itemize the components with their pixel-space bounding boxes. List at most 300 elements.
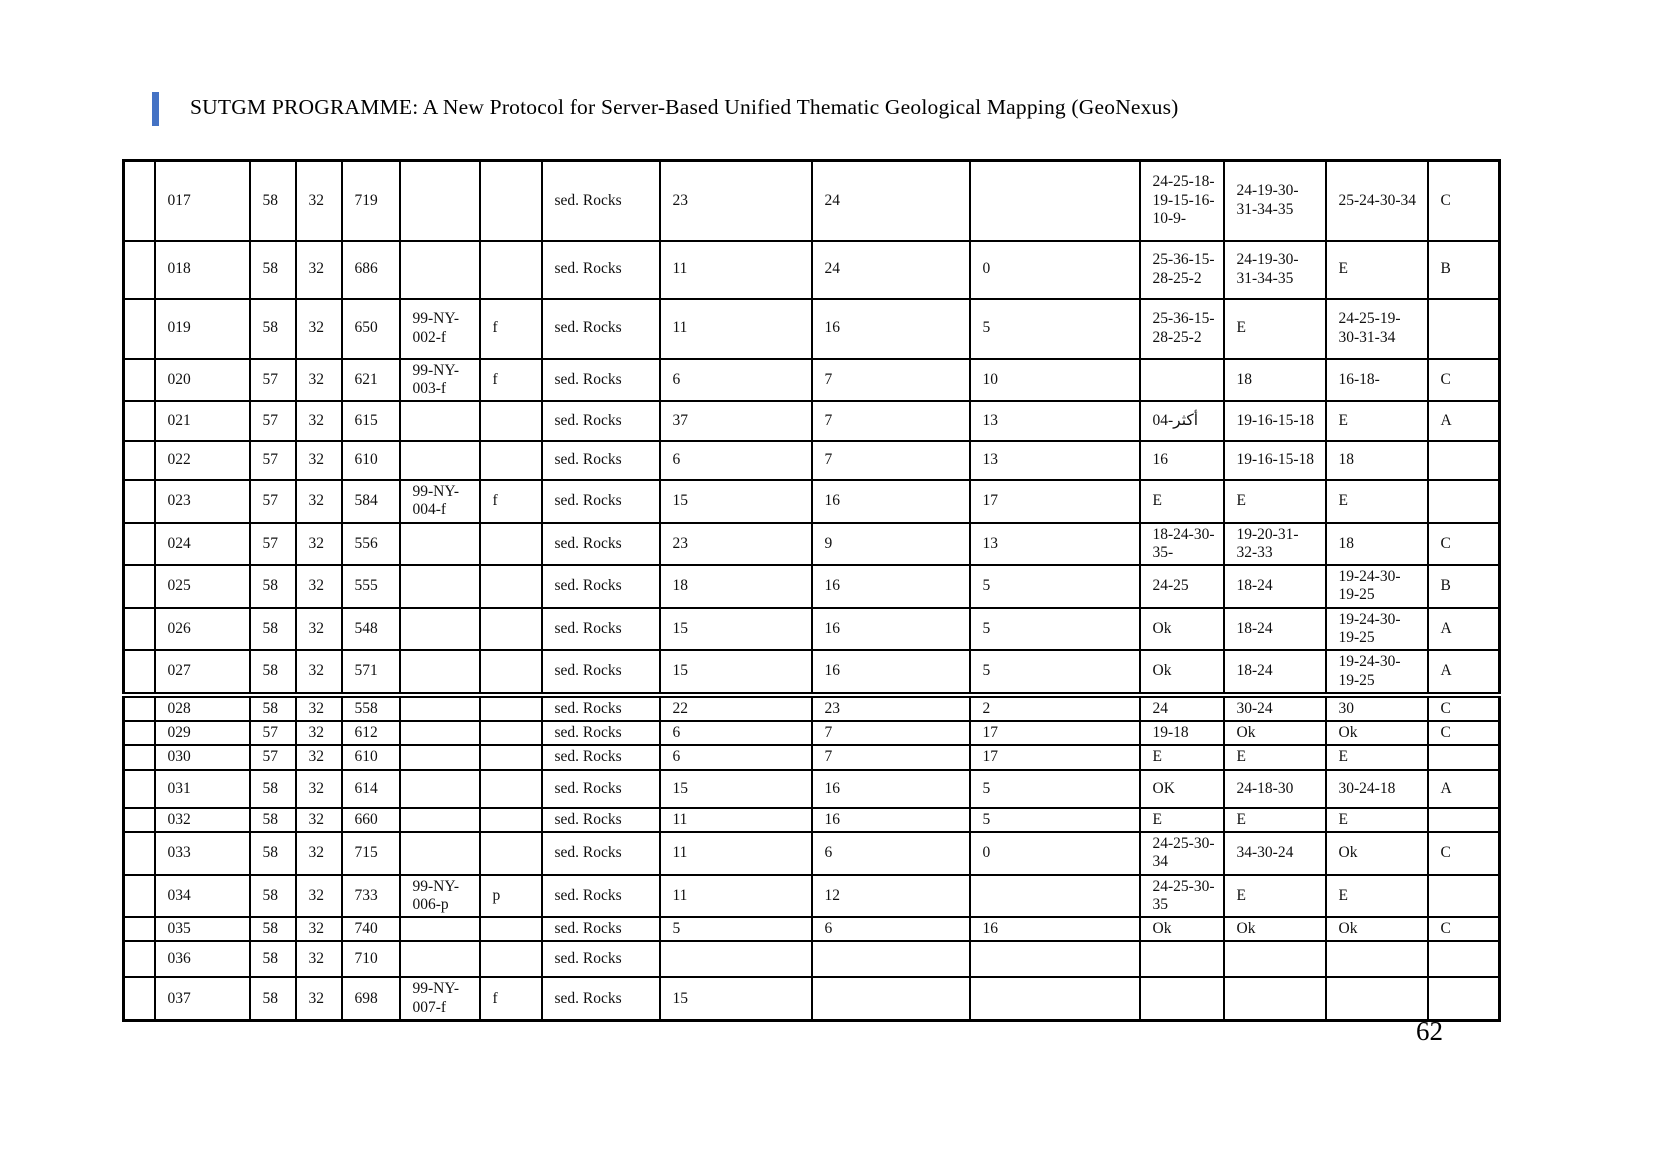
table-cell: f — [480, 299, 542, 359]
table-cell: p — [480, 875, 542, 918]
table-cell: 11 — [660, 808, 812, 832]
table-row — [124, 523, 1500, 566]
table-cell: 17 — [970, 745, 1140, 769]
table-cell: E — [1140, 480, 1224, 523]
table-cell: 32 — [296, 875, 342, 918]
table-cell: 0 — [970, 832, 1140, 875]
table-cell: E — [1326, 480, 1428, 523]
table-cell: 15 — [660, 608, 812, 651]
table-cell — [1428, 745, 1500, 769]
table-cell: 13 — [970, 523, 1140, 566]
table-cell — [400, 441, 480, 480]
table-row — [124, 808, 1500, 832]
table-cell: 2 — [970, 695, 1140, 721]
table-cell — [1140, 977, 1224, 1020]
table-row — [124, 832, 1500, 875]
table-cell: 037 — [155, 977, 250, 1020]
table-cell: 24-19-30-31-34-35 — [1224, 241, 1326, 299]
table-cell: Ok — [1326, 917, 1428, 941]
table-cell: 026 — [155, 608, 250, 651]
table-cell: 733 — [342, 875, 400, 918]
table-cell — [812, 941, 970, 977]
table-cell: 18 — [1326, 523, 1428, 566]
table-cell: sed. Rocks — [542, 523, 660, 566]
table-cell: 6 — [660, 359, 812, 402]
table-cell: 32 — [296, 832, 342, 875]
table-cell: 033 — [155, 832, 250, 875]
table-cell: 24-25-30-34 — [1140, 832, 1224, 875]
table-cell: C — [1428, 523, 1500, 566]
table-cell: 6 — [812, 917, 970, 941]
table-cell: 58 — [250, 608, 296, 651]
table-row — [124, 770, 1500, 808]
table-cell: 16 — [812, 299, 970, 359]
table-cell — [480, 161, 542, 241]
table-cell — [400, 241, 480, 299]
table-cell: 19-16-15-18 — [1224, 441, 1326, 480]
table-cell: 029 — [155, 721, 250, 745]
table-cell: 24 — [812, 161, 970, 241]
table-cell: 25-24-30-34 — [1326, 161, 1428, 241]
table-cell: 99-NY-007-f — [400, 977, 480, 1020]
table-cell — [124, 808, 155, 832]
table-row — [124, 161, 1500, 241]
page-number: 62 — [1416, 1016, 1443, 1046]
table-cell: 036 — [155, 941, 250, 977]
table-cell: sed. Rocks — [542, 441, 660, 480]
table-cell: 19-24-30-19-25 — [1326, 608, 1428, 651]
table-cell: 18-24-30-35- — [1140, 523, 1224, 566]
table-cell: sed. Rocks — [542, 721, 660, 745]
table-cell: 027 — [155, 650, 250, 695]
table-row — [124, 565, 1500, 608]
table-cell: 556 — [342, 523, 400, 566]
table-cell: 028 — [155, 695, 250, 721]
table-cell: E — [1140, 745, 1224, 769]
table-row — [124, 650, 1500, 695]
table-cell: 30-24 — [1224, 695, 1326, 721]
table-cell: sed. Rocks — [542, 650, 660, 695]
table-cell: 58 — [250, 941, 296, 977]
table-cell: 719 — [342, 161, 400, 241]
table-cell — [1428, 808, 1500, 832]
table-cell: 57 — [250, 745, 296, 769]
table-cell: C — [1428, 161, 1500, 241]
table-cell — [480, 832, 542, 875]
table-cell: E — [1326, 241, 1428, 299]
table-cell — [124, 977, 155, 1020]
table-cell: 25-36-15-28-25-2 — [1140, 241, 1224, 299]
table-cell: 32 — [296, 480, 342, 523]
table-cell: 99-NY-006-p — [400, 875, 480, 918]
table-cell: 16 — [812, 565, 970, 608]
table-cell: 650 — [342, 299, 400, 359]
table-row — [124, 745, 1500, 769]
data-table-body — [124, 161, 1500, 1021]
table-cell: 017 — [155, 161, 250, 241]
table-cell: 32 — [296, 523, 342, 566]
table-cell: 58 — [250, 161, 296, 241]
table-cell: 24-25-30-35 — [1140, 875, 1224, 918]
table-cell: 17 — [970, 721, 1140, 745]
table-cell: 12 — [812, 875, 970, 918]
table-cell — [480, 745, 542, 769]
table-cell — [400, 401, 480, 441]
table-cell: 030 — [155, 745, 250, 769]
table-cell: 99-NY-003-f — [400, 359, 480, 402]
table-cell: 58 — [250, 770, 296, 808]
table-cell — [480, 770, 542, 808]
table-cell: E — [1224, 299, 1326, 359]
data-table — [122, 159, 1501, 1022]
table-cell: 57 — [250, 441, 296, 480]
table-cell: 16-18- — [1326, 359, 1428, 402]
table-cell: 58 — [250, 832, 296, 875]
table-cell: 5 — [970, 650, 1140, 695]
table-cell: 22 — [660, 695, 812, 721]
table-cell: 19-18 — [1140, 721, 1224, 745]
table-cell: sed. Rocks — [542, 875, 660, 918]
table-cell: C — [1428, 721, 1500, 745]
table-cell: sed. Rocks — [542, 808, 660, 832]
table-cell: 548 — [342, 608, 400, 651]
table-row — [124, 299, 1500, 359]
table-cell: sed. Rocks — [542, 941, 660, 977]
table-cell: E — [1224, 808, 1326, 832]
table-cell: 032 — [155, 808, 250, 832]
table-cell: C — [1428, 832, 1500, 875]
table-cell: 715 — [342, 832, 400, 875]
table-cell: 6 — [660, 441, 812, 480]
table-cell — [660, 941, 812, 977]
table-cell: 035 — [155, 917, 250, 941]
table-cell: 710 — [342, 941, 400, 977]
table-cell: 571 — [342, 650, 400, 695]
table-cell — [400, 721, 480, 745]
table-cell: 7 — [812, 359, 970, 402]
table-cell — [970, 875, 1140, 918]
table-cell: 58 — [250, 565, 296, 608]
table-cell: Ok — [1326, 721, 1428, 745]
table-cell: 13 — [970, 401, 1140, 441]
table-cell: 16 — [812, 808, 970, 832]
table-cell — [400, 808, 480, 832]
table-cell — [124, 608, 155, 651]
table-cell: C — [1428, 359, 1500, 402]
table-cell — [124, 523, 155, 566]
table-cell — [970, 941, 1140, 977]
table-cell: E — [1224, 875, 1326, 918]
table-cell: 5 — [970, 299, 1140, 359]
table-cell: 7 — [812, 721, 970, 745]
table-cell — [124, 565, 155, 608]
table-cell: 57 — [250, 359, 296, 402]
table-cell — [124, 770, 155, 808]
table-cell: 32 — [296, 745, 342, 769]
table-cell — [1428, 441, 1500, 480]
table-cell: 32 — [296, 161, 342, 241]
table-cell: 660 — [342, 808, 400, 832]
table-cell: 57 — [250, 401, 296, 441]
table-cell — [124, 359, 155, 402]
table-cell: Ok — [1140, 917, 1224, 941]
table-cell: sed. Rocks — [542, 401, 660, 441]
table-cell: 584 — [342, 480, 400, 523]
table-cell: 24 — [1140, 695, 1224, 721]
table-cell: 32 — [296, 650, 342, 695]
table-cell — [480, 917, 542, 941]
table-cell: 5 — [970, 565, 1140, 608]
table-row — [124, 917, 1500, 941]
table-cell — [1140, 941, 1224, 977]
table-cell: 18-24 — [1224, 608, 1326, 651]
table-cell: A — [1428, 401, 1500, 441]
table-cell: Ok — [1326, 832, 1428, 875]
table-cell — [1428, 480, 1500, 523]
table-cell: 018 — [155, 241, 250, 299]
table-cell: أكثر-04 — [1140, 401, 1224, 441]
table-cell: E — [1224, 745, 1326, 769]
table-cell — [400, 608, 480, 651]
table-cell: 32 — [296, 299, 342, 359]
table-cell: 610 — [342, 745, 400, 769]
table-cell: 32 — [296, 941, 342, 977]
table-cell: 24-25-18-19-15-16-10-9- — [1140, 161, 1224, 241]
table-cell: 16 — [812, 480, 970, 523]
table-cell — [124, 241, 155, 299]
table-cell: Ok — [1140, 608, 1224, 651]
table-cell: 7 — [812, 745, 970, 769]
table-cell — [812, 977, 970, 1020]
table-cell: sed. Rocks — [542, 770, 660, 808]
table-cell: 58 — [250, 808, 296, 832]
table-cell: A — [1428, 650, 1500, 695]
table-cell: sed. Rocks — [542, 917, 660, 941]
table-cell: sed. Rocks — [542, 695, 660, 721]
table-cell: Ok — [1224, 917, 1326, 941]
table-cell: 34-30-24 — [1224, 832, 1326, 875]
table-cell: 57 — [250, 721, 296, 745]
table-cell — [124, 875, 155, 918]
page-title: SUTGM PROGRAMME: A New Protocol for Server-Based Unified Thematic Geological Mapping (GeoNexus) — [190, 95, 1179, 119]
table-cell: 19-20-31-32-33 — [1224, 523, 1326, 566]
table-cell: 020 — [155, 359, 250, 402]
table-cell: 58 — [250, 650, 296, 695]
table-cell: 11 — [660, 299, 812, 359]
table-cell: 58 — [250, 977, 296, 1020]
table-cell: 019 — [155, 299, 250, 359]
table-cell: 24 — [812, 241, 970, 299]
table-cell: sed. Rocks — [542, 832, 660, 875]
table-cell: 0 — [970, 241, 1140, 299]
table-cell — [124, 695, 155, 721]
table-cell: E — [1326, 875, 1428, 918]
table-cell: 16 — [1140, 441, 1224, 480]
table-cell: 19-16-15-18 — [1224, 401, 1326, 441]
table-cell: 32 — [296, 808, 342, 832]
table-cell: 99-NY-004-f — [400, 480, 480, 523]
table-cell: 18 — [1224, 359, 1326, 402]
table-cell: sed. Rocks — [542, 745, 660, 769]
table-cell — [124, 441, 155, 480]
table-cell — [400, 941, 480, 977]
table-cell: sed. Rocks — [542, 565, 660, 608]
table-row — [124, 941, 1500, 977]
table-cell: 18-24 — [1224, 565, 1326, 608]
table-cell — [480, 565, 542, 608]
table-cell: Ok — [1224, 721, 1326, 745]
table-cell: A — [1428, 608, 1500, 651]
table-cell: Ok — [1140, 650, 1224, 695]
table-cell — [970, 161, 1140, 241]
table-cell — [480, 695, 542, 721]
table-cell: 24-18-30 — [1224, 770, 1326, 808]
table-cell: 7 — [812, 441, 970, 480]
table-cell: 740 — [342, 917, 400, 941]
table-cell: 5 — [660, 917, 812, 941]
table-cell — [124, 480, 155, 523]
table-cell: 9 — [812, 523, 970, 566]
table-cell: 024 — [155, 523, 250, 566]
table-cell: E — [1326, 808, 1428, 832]
table-cell: C — [1428, 917, 1500, 941]
table-cell: 612 — [342, 721, 400, 745]
table-cell: sed. Rocks — [542, 299, 660, 359]
table-cell: 6 — [660, 721, 812, 745]
table-cell: 031 — [155, 770, 250, 808]
table-cell: f — [480, 480, 542, 523]
table-cell: 023 — [155, 480, 250, 523]
table-cell: 24-25 — [1140, 565, 1224, 608]
table-cell: 11 — [660, 875, 812, 918]
table-cell: C — [1428, 695, 1500, 721]
table-cell — [1428, 875, 1500, 918]
table-row — [124, 721, 1500, 745]
table-row — [124, 441, 1500, 480]
table-cell: 7 — [812, 401, 970, 441]
table-cell: 18-24 — [1224, 650, 1326, 695]
table-cell — [400, 745, 480, 769]
table-cell: 10 — [970, 359, 1140, 402]
table-row — [124, 241, 1500, 299]
table-cell — [400, 832, 480, 875]
table-cell: 58 — [250, 241, 296, 299]
table-cell: 32 — [296, 241, 342, 299]
table-cell — [480, 241, 542, 299]
table-row — [124, 608, 1500, 651]
table-cell: 23 — [812, 695, 970, 721]
table-cell: 58 — [250, 917, 296, 941]
table-cell: 5 — [970, 608, 1140, 651]
table-cell — [124, 161, 155, 241]
table-row — [124, 359, 1500, 402]
table-cell: 32 — [296, 770, 342, 808]
table-cell — [1428, 941, 1500, 977]
table-cell: 16 — [812, 608, 970, 651]
table-cell: 23 — [660, 523, 812, 566]
table-cell: 19-24-30-19-25 — [1326, 565, 1428, 608]
table-cell — [124, 650, 155, 695]
table-cell: 558 — [342, 695, 400, 721]
table-cell: A — [1428, 770, 1500, 808]
table-cell — [124, 832, 155, 875]
table-cell: 11 — [660, 241, 812, 299]
table-cell: 32 — [296, 721, 342, 745]
table-cell — [1326, 977, 1428, 1020]
table-cell: 16 — [812, 770, 970, 808]
table-cell — [1428, 977, 1500, 1020]
table-cell: 18 — [1326, 441, 1428, 480]
table-cell: 6 — [660, 745, 812, 769]
table-cell — [400, 917, 480, 941]
table-cell — [400, 523, 480, 566]
table-cell: 32 — [296, 441, 342, 480]
table-cell: E — [1140, 808, 1224, 832]
table-cell: 610 — [342, 441, 400, 480]
table-cell — [124, 941, 155, 977]
table-cell: 15 — [660, 480, 812, 523]
table-cell: 32 — [296, 977, 342, 1020]
table-cell: 30 — [1326, 695, 1428, 721]
table-cell: E — [1326, 745, 1428, 769]
table-cell: E — [1224, 480, 1326, 523]
table-cell: 034 — [155, 875, 250, 918]
table-cell: 614 — [342, 770, 400, 808]
table-cell: 32 — [296, 917, 342, 941]
table-cell — [480, 721, 542, 745]
table-cell: 24-19-30-31-34-35 — [1224, 161, 1326, 241]
table-cell: 025 — [155, 565, 250, 608]
table-cell: sed. Rocks — [542, 241, 660, 299]
table-row — [124, 401, 1500, 441]
table-cell — [1428, 299, 1500, 359]
table-cell — [124, 745, 155, 769]
table-cell: f — [480, 977, 542, 1020]
table-cell — [124, 299, 155, 359]
table-cell: sed. Rocks — [542, 608, 660, 651]
table-cell — [400, 161, 480, 241]
table-cell: 58 — [250, 875, 296, 918]
table-cell: 32 — [296, 695, 342, 721]
title-accent-bar — [152, 92, 159, 126]
table-cell: 6 — [812, 832, 970, 875]
table-row — [124, 480, 1500, 523]
table-cell — [480, 650, 542, 695]
table-cell — [124, 917, 155, 941]
table-row — [124, 695, 1500, 721]
table-cell: 13 — [970, 441, 1140, 480]
table-cell — [480, 441, 542, 480]
table-cell: 32 — [296, 401, 342, 441]
table-cell: 16 — [970, 917, 1140, 941]
table-cell: 15 — [660, 977, 812, 1020]
table-cell: B — [1428, 565, 1500, 608]
table-cell: 555 — [342, 565, 400, 608]
table-cell: sed. Rocks — [542, 359, 660, 402]
table-cell — [400, 650, 480, 695]
table-cell — [124, 721, 155, 745]
table-cell: 615 — [342, 401, 400, 441]
table-row — [124, 875, 1500, 918]
table-cell: sed. Rocks — [542, 161, 660, 241]
table-cell — [480, 401, 542, 441]
table-cell — [480, 941, 542, 977]
table-cell: 17 — [970, 480, 1140, 523]
table-cell: 58 — [250, 299, 296, 359]
table-cell: sed. Rocks — [542, 977, 660, 1020]
table-row — [124, 977, 1500, 1020]
table-cell: 021 — [155, 401, 250, 441]
